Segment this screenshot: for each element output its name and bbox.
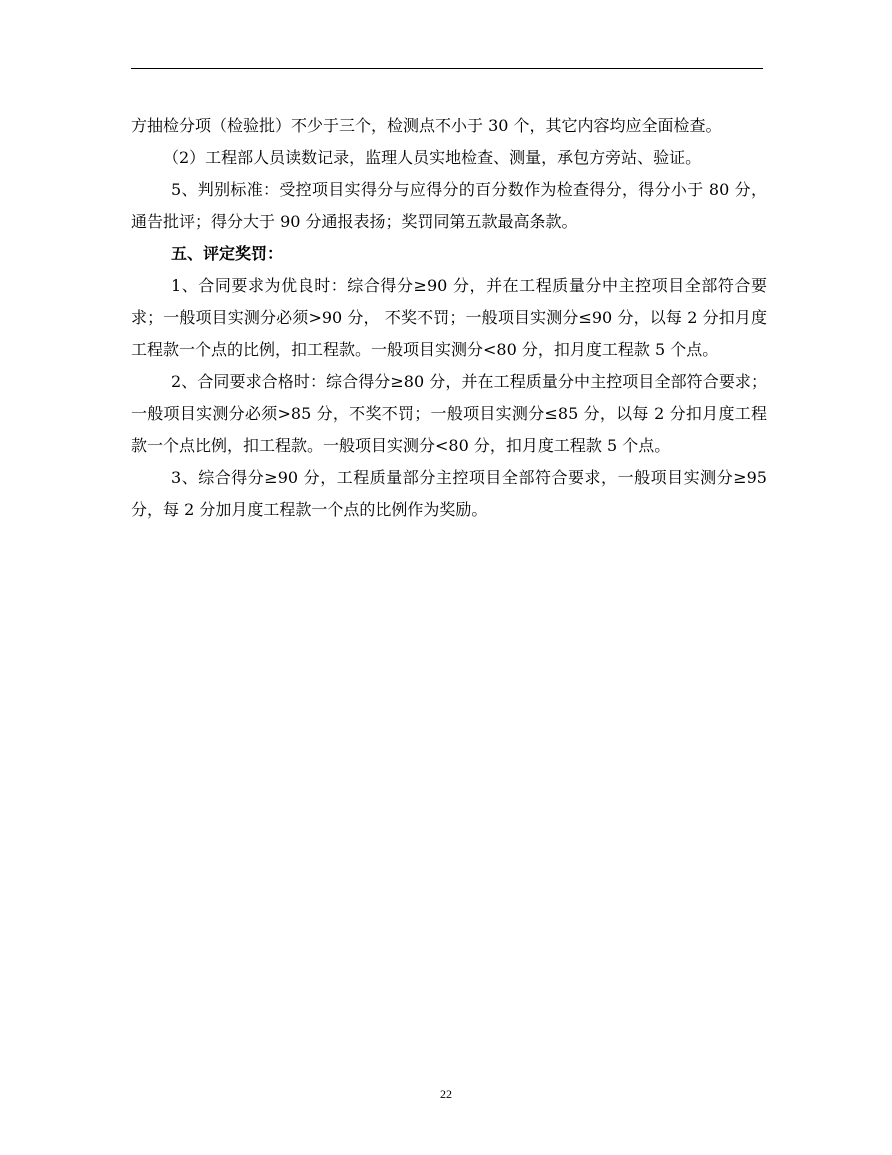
paragraph-sampling: 方抽检分项（检验批）不少于三个，检测点不小于 30 个，其它内容均应全面检查。 bbox=[131, 116, 722, 135]
section-heading-rewards: 五、评定奖罚： bbox=[171, 244, 284, 263]
paragraph-qualified-requirement: 2、合同要求合格时：综合得分≥80 分，并在工程质量分中主控项目全部符合要求；一般项目实测分必须>85 分，不奖不罚；一般项目实测分≤85 分，以每 2 分扣月度工程款一个点比例，扣工程款。一般项目实测分<80 分，扣月度工程款 5 个点。 bbox=[131, 372, 767, 455]
document-body bbox=[131, 110, 767, 526]
page-number: 22 bbox=[440, 1087, 452, 1101]
paragraph-judgment-standard: 5、判别标准：受控项目实得分与应得分的百分数作为检查得分，得分小于 80 分，通告批评；得分大于 90 分通报表扬；奖罚同第五款最高条款。 bbox=[131, 180, 767, 231]
paragraph-excellent-requirement: 1、合同要求为优良时：综合得分≥90 分，并在工程质量分中主控项目全部符合要求；一般项目实测分必须>90 分， 不奖不罚；一般项目实测分≤90 分，以每 2 分扣月度工程款一个点的比例，扣工程款。一般项目实测分<80 分，扣月度工程款 5 个点。 bbox=[131, 276, 767, 359]
paragraph-recording: （2）工程部人员读数记录，监理人员实地检查、测量，承包方旁站、验证。 bbox=[163, 148, 702, 167]
header-rule bbox=[131, 68, 763, 69]
paragraph-reward-rule: 3、综合得分≥90 分，工程质量部分主控项目全部符合要求，一般项目实测分≥95 分，每 2 分加月度工程款一个点的比例作为奖励。 bbox=[131, 468, 767, 519]
